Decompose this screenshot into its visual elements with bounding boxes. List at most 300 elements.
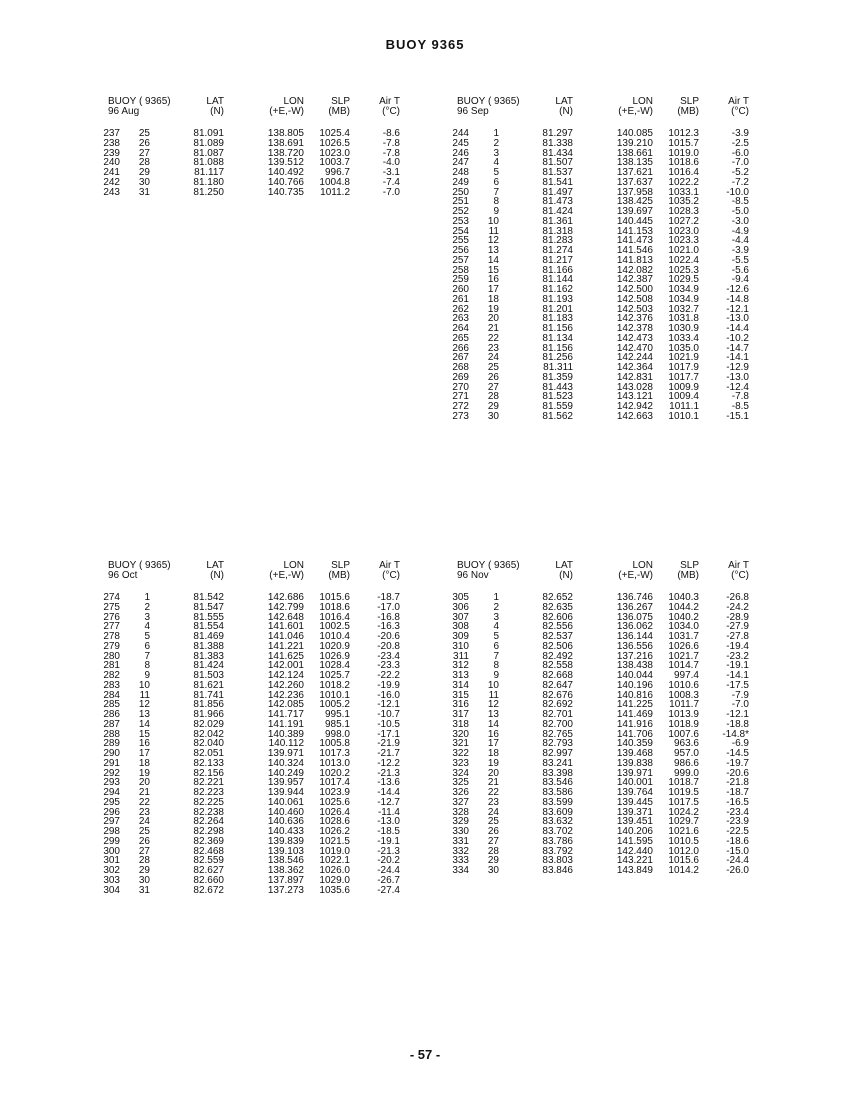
- slp-header: SLP: [680, 560, 699, 571]
- day-of-month: 28: [487, 391, 499, 403]
- lon-unit: (+E,-W): [618, 106, 653, 117]
- julian-day: 244: [452, 128, 469, 139]
- day-of-month: 7: [493, 186, 499, 198]
- day-of-month: 22: [487, 787, 499, 798]
- julian-day: 251: [452, 196, 469, 208]
- air-temperature: -9.4: [731, 274, 749, 286]
- sea-level-pressure: 1016.4: [319, 611, 350, 623]
- air-temperature: -3.9: [731, 245, 749, 256]
- longitude: 138.546: [267, 855, 304, 867]
- latitude: 81.497: [542, 186, 573, 198]
- julian-day: 272: [452, 401, 469, 412]
- slp-unit: (MB): [328, 570, 350, 581]
- air-temperature: -15.0: [726, 845, 749, 857]
- day-of-month: 5: [144, 631, 150, 642]
- longitude: 138.691: [267, 137, 304, 149]
- day-of-month: 13: [487, 245, 499, 256]
- julian-day: 260: [452, 284, 469, 295]
- longitude: 136.267: [616, 601, 653, 613]
- buoy-label: BUOY ( 9365): [457, 560, 520, 571]
- day-of-month: 5: [493, 167, 499, 178]
- julian-day: 308: [452, 621, 469, 633]
- day-of-month: 30: [138, 176, 150, 188]
- longitude: 139.468: [616, 748, 653, 759]
- latitude: 83.546: [542, 777, 573, 789]
- sea-level-pressure: 1017.9: [668, 362, 699, 373]
- latitude: 81.193: [542, 293, 573, 305]
- sea-level-pressure: 1021.6: [668, 826, 699, 837]
- latitude: 82.468: [193, 845, 224, 857]
- longitude: 140.249: [267, 767, 304, 779]
- longitude: 140.196: [616, 679, 653, 691]
- air-temperature: -3.0: [731, 215, 749, 227]
- longitude: 140.001: [616, 777, 653, 789]
- latitude: 81.311: [543, 362, 573, 373]
- sea-level-pressure: 1028.4: [319, 660, 350, 672]
- latitude: 83.702: [542, 826, 573, 837]
- day-of-month: 9: [493, 670, 499, 681]
- day-of-month: 11: [488, 225, 499, 237]
- latitude: 81.338: [542, 137, 573, 149]
- longitude: 143.849: [616, 865, 653, 876]
- longitude: 139.451: [616, 816, 653, 828]
- latitude: 81.507: [542, 157, 573, 169]
- day-of-month: 1: [493, 592, 499, 603]
- sea-level-pressure: 1030.9: [668, 323, 699, 334]
- sea-level-pressure: 1005.8: [319, 738, 350, 750]
- longitude: 138.425: [616, 196, 653, 208]
- longitude: 142.831: [616, 371, 653, 383]
- sea-level-pressure: 1035.0: [668, 342, 699, 354]
- sea-level-pressure: 1029.7: [668, 816, 699, 828]
- day-of-month: 12: [138, 699, 150, 711]
- latitude: 81.537: [542, 167, 573, 178]
- air-temperature: -7.8: [382, 137, 400, 149]
- julian-day: 323: [452, 757, 469, 769]
- day-of-month: 2: [493, 601, 499, 613]
- sea-level-pressure: 1012.3: [668, 128, 699, 139]
- longitude: 140.206: [616, 826, 653, 837]
- sea-level-pressure: 1026.9: [319, 650, 350, 662]
- julian-day: 322: [452, 748, 469, 759]
- sea-level-pressure: 1018.6: [668, 157, 699, 169]
- air-temperature: -13.0: [726, 313, 749, 325]
- julian-day: 311: [453, 650, 469, 662]
- air-temperature: -4.4: [731, 235, 749, 247]
- longitude: 140.433: [267, 826, 304, 837]
- sea-level-pressure: 1040.3: [668, 592, 699, 603]
- air-temperature: -24.2: [726, 601, 749, 613]
- longitude: 140.460: [267, 806, 304, 818]
- day-of-month: 19: [487, 303, 499, 315]
- air-temperature: -16.8: [377, 611, 400, 623]
- latitude: 81.180: [193, 176, 224, 188]
- latitude: 83.792: [542, 845, 573, 857]
- air-temperature: -5.2: [731, 167, 749, 178]
- longitude: 140.112: [268, 738, 304, 750]
- julian-day: 266: [452, 342, 469, 354]
- day-of-month: 14: [487, 718, 499, 730]
- air-temperature: -12.9: [726, 362, 749, 373]
- sea-level-pressure: 995.1: [324, 709, 350, 720]
- air-temperature: -3.9: [731, 128, 749, 139]
- sea-level-pressure: 1033.4: [668, 332, 699, 344]
- air-temperature: -11.4: [377, 806, 400, 818]
- sea-level-pressure: 1010.1: [668, 410, 699, 422]
- latitude: 82.133: [193, 757, 224, 769]
- longitude: 142.376: [616, 313, 653, 325]
- sea-level-pressure: 1009.9: [668, 381, 699, 393]
- latitude: 82.556: [542, 621, 573, 633]
- air-temperature: -27.8: [726, 631, 749, 642]
- julian-day: 320: [452, 728, 469, 740]
- julian-day: 309: [452, 631, 469, 642]
- sea-level-pressure: 1029.5: [668, 274, 699, 286]
- julian-day: 304: [103, 884, 120, 896]
- sea-level-pressure: 1022.1: [319, 855, 350, 867]
- julian-day: 270: [452, 381, 469, 393]
- latitude: 81.166: [542, 264, 573, 276]
- lon-header: LON: [632, 96, 653, 107]
- longitude: 140.061: [267, 796, 304, 808]
- longitude: 136.075: [616, 611, 653, 623]
- air-temperature: -26.7: [377, 874, 400, 886]
- day-of-month: 10: [487, 215, 499, 227]
- sea-level-pressure: 1009.4: [668, 391, 699, 403]
- air-temperature: -12.1: [726, 303, 749, 315]
- latitude: 81.361: [542, 215, 573, 227]
- lon-unit: (+E,-W): [618, 570, 653, 581]
- day-of-month: 8: [144, 660, 150, 672]
- longitude: 142.799: [267, 601, 304, 613]
- longitude: 142.663: [616, 410, 653, 422]
- air-temperature: -26.0: [726, 865, 749, 876]
- air-temperature: -8.5: [731, 401, 749, 412]
- sea-level-pressure: 1020.2: [319, 767, 350, 779]
- air-temperature: -16.3: [377, 621, 400, 633]
- latitude: 82.506: [542, 640, 573, 652]
- air-temperature: -19.7: [726, 757, 749, 769]
- sea-level-pressure: 1040.2: [668, 611, 699, 623]
- julian-day: 326: [452, 787, 469, 798]
- air-temperature: -12.6: [726, 284, 749, 295]
- sea-level-pressure: 1028.6: [319, 816, 350, 828]
- longitude: 139.697: [616, 206, 653, 217]
- month-label: 96 Oct: [108, 570, 138, 581]
- sea-level-pressure: 1016.4: [668, 167, 699, 178]
- longitude: 138.805: [267, 128, 304, 139]
- sea-level-pressure: 1015.6: [319, 592, 350, 603]
- longitude: 139.371: [616, 806, 653, 818]
- day-of-month: 6: [144, 640, 150, 652]
- latitude: 82.559: [193, 855, 224, 867]
- latitude: 81.134: [542, 332, 573, 344]
- buoy-label: BUOY ( 9365): [108, 96, 171, 107]
- day-of-month: 18: [487, 293, 499, 305]
- sea-level-pressure: 957.0: [673, 748, 699, 759]
- longitude: 141.706: [616, 728, 653, 740]
- sea-level-pressure: 998.0: [324, 728, 350, 740]
- air-temperature: -17.5: [726, 679, 749, 691]
- latitude: 81.283: [542, 235, 573, 247]
- sea-level-pressure: 1025.6: [319, 796, 350, 808]
- latitude: 82.156: [193, 767, 224, 779]
- sea-level-pressure: 1022.4: [668, 254, 699, 266]
- sea-level-pressure: 1017.3: [319, 748, 350, 759]
- sea-level-pressure: 1015.7: [668, 137, 699, 149]
- longitude: 140.492: [267, 167, 304, 178]
- sea-level-pressure: 1013.9: [668, 709, 699, 720]
- julian-day: 310: [452, 640, 469, 652]
- longitude: 140.636: [267, 816, 304, 828]
- day-of-month: 15: [487, 264, 499, 276]
- month-label: 96 Aug: [108, 106, 140, 117]
- julian-day: 303: [103, 874, 120, 886]
- sea-level-pressure: 1018.2: [319, 679, 350, 691]
- latitude: 81.256: [542, 352, 573, 364]
- longitude: 142.378: [616, 323, 653, 334]
- day-of-month: 27: [138, 845, 150, 857]
- julian-day: 276: [103, 611, 120, 623]
- air-temperature: -7.0: [731, 157, 749, 169]
- sea-level-pressure: 1026.4: [319, 806, 350, 818]
- air-temp-header: Air T: [728, 96, 749, 107]
- air-temperature: -17.1: [377, 728, 400, 740]
- air-temperature: -6.9: [731, 738, 749, 750]
- sea-level-pressure: 1017.7: [668, 371, 699, 383]
- latitude: 81.156: [542, 323, 573, 334]
- sea-level-pressure: 1018.7: [668, 777, 699, 789]
- slp-unit: (MB): [328, 106, 350, 117]
- longitude: 142.503: [616, 303, 653, 315]
- sea-level-pressure: 1025.3: [668, 264, 699, 276]
- air-temperature: -19.1: [377, 835, 400, 847]
- longitude: 136.556: [616, 640, 653, 652]
- air-temperature: -5.0: [731, 206, 749, 217]
- air-temperature: -13.0: [377, 816, 400, 828]
- julian-day: 321: [452, 738, 469, 750]
- day-of-month: 14: [487, 254, 499, 266]
- day-of-month: 7: [144, 650, 150, 662]
- julian-day: 334: [452, 865, 469, 876]
- day-of-month: 30: [138, 874, 150, 886]
- day-of-month: 1: [144, 592, 150, 603]
- julian-day: 330: [452, 826, 469, 837]
- air-temperature: -10.5: [377, 718, 400, 730]
- air-temperature: -3.1: [382, 167, 400, 178]
- sea-level-pressure: 1014.2: [668, 865, 699, 876]
- julian-day: 268: [452, 362, 469, 373]
- sea-level-pressure: 1010.5: [668, 835, 699, 847]
- julian-day: 265: [452, 332, 469, 344]
- latitude: 81.469: [193, 631, 224, 642]
- day-of-month: 28: [138, 157, 150, 169]
- latitude: 81.388: [193, 640, 224, 652]
- longitude: 139.957: [267, 777, 304, 789]
- air-temperature: -5.5: [731, 254, 749, 266]
- lat-header: LAT: [555, 96, 573, 107]
- latitude: 81.318: [542, 225, 573, 237]
- day-of-month: 10: [138, 679, 150, 691]
- latitude: 81.359: [542, 371, 573, 383]
- latitude: 81.443: [542, 381, 573, 393]
- air-temperature: -14.1: [726, 352, 749, 364]
- longitude: 141.473: [616, 235, 653, 247]
- lat-unit: (N): [210, 570, 224, 581]
- air-temp-unit: (°C): [382, 570, 400, 581]
- latitude: 82.264: [193, 816, 224, 828]
- longitude: 139.971: [616, 767, 653, 779]
- day-of-month: 22: [487, 332, 499, 344]
- lat-unit: (N): [210, 106, 224, 117]
- day-of-month: 31: [138, 186, 150, 198]
- day-of-month: 26: [487, 826, 499, 837]
- sea-level-pressure: 997.4: [673, 670, 699, 681]
- air-temperature: -23.4: [726, 806, 749, 818]
- sea-level-pressure: 1010.4: [319, 631, 350, 642]
- latitude: 81.554: [193, 621, 224, 633]
- longitude: 139.512: [267, 157, 304, 169]
- sea-level-pressure: 1027.2: [668, 215, 699, 227]
- julian-day: 307: [452, 611, 469, 623]
- air-temperature: -10.2: [726, 332, 749, 344]
- day-of-month: 23: [138, 806, 150, 818]
- sea-level-pressure: 1011.1: [669, 401, 699, 412]
- sea-level-pressure: 963.6: [673, 738, 699, 750]
- latitude: 82.606: [542, 611, 573, 623]
- air-temperature: -18.5: [377, 826, 400, 837]
- lon-header: LON: [283, 560, 304, 571]
- julian-day: 275: [103, 601, 120, 613]
- air-temperature: -8.6: [382, 128, 400, 139]
- day-of-month: 4: [493, 157, 499, 169]
- julian-day: 305: [452, 592, 469, 603]
- air-temperature: -14.1: [726, 670, 749, 681]
- day-of-month: 22: [138, 796, 150, 808]
- sea-level-pressure: 1005.2: [319, 699, 350, 711]
- julian-day: 287: [103, 718, 120, 730]
- latitude: 82.040: [193, 738, 224, 750]
- air-temperature: -18.7: [377, 592, 400, 603]
- latitude: 81.089: [193, 137, 224, 149]
- longitude: 140.324: [267, 757, 304, 769]
- sea-level-pressure: 1034.9: [668, 284, 699, 295]
- longitude: 142.082: [616, 264, 653, 276]
- sea-level-pressure: 1044.2: [668, 601, 699, 613]
- sea-level-pressure: 996.7: [324, 167, 350, 178]
- julian-day: 306: [452, 601, 469, 613]
- longitude: 139.103: [267, 845, 304, 857]
- air-temperature: -14.4: [726, 323, 749, 334]
- julian-day: 283: [103, 679, 120, 691]
- julian-day: 301: [103, 855, 120, 867]
- latitude: 82.668: [542, 670, 573, 681]
- julian-day: 250: [452, 186, 469, 198]
- latitude: 83.803: [542, 855, 573, 867]
- longitude: 142.001: [267, 660, 304, 672]
- longitude: 142.648: [267, 611, 304, 623]
- sea-level-pressure: 1033.1: [668, 186, 699, 198]
- longitude: 142.124: [267, 670, 304, 681]
- longitude: 137.637: [616, 176, 653, 188]
- day-of-month: 7: [493, 650, 499, 662]
- air-temperature: -7.9: [731, 689, 749, 701]
- day-of-month: 26: [138, 137, 150, 149]
- sea-level-pressure: 1018.9: [668, 718, 699, 730]
- latitude: 81.555: [193, 611, 224, 623]
- julian-day: 280: [103, 650, 120, 662]
- day-of-month: 8: [493, 660, 499, 672]
- julian-day: 298: [103, 826, 120, 837]
- julian-day: 317: [452, 709, 469, 720]
- latitude: 81.562: [542, 410, 573, 422]
- air-temperature: -20.6: [377, 631, 400, 642]
- air-temperature: -16.5: [726, 796, 749, 808]
- julian-day: 312: [452, 660, 469, 672]
- air-temperature: -12.2: [377, 757, 400, 769]
- julian-day: 286: [103, 709, 120, 720]
- longitude: 141.191: [267, 718, 304, 730]
- longitude: 142.244: [616, 352, 653, 364]
- longitude: 137.897: [267, 874, 304, 886]
- air-temperature: -14.8*: [722, 728, 749, 740]
- latitude: 82.652: [542, 592, 573, 603]
- latitude: 82.051: [193, 748, 224, 759]
- longitude: 141.221: [267, 640, 304, 652]
- longitude: 143.028: [616, 381, 653, 393]
- longitude: 140.044: [616, 670, 653, 681]
- sea-level-pressure: 1031.7: [668, 631, 699, 642]
- longitude: 141.813: [616, 254, 653, 266]
- air-temperature: -20.2: [377, 855, 400, 867]
- slp-unit: (MB): [677, 106, 699, 117]
- latitude: 81.424: [193, 660, 224, 672]
- longitude: 142.473: [616, 332, 653, 344]
- julian-day: 254: [452, 225, 469, 237]
- julian-day: 242: [103, 176, 120, 188]
- julian-day: 238: [103, 137, 120, 149]
- air-temperature: -23.9: [726, 816, 749, 828]
- latitude: 81.542: [193, 592, 224, 603]
- sea-level-pressure: 1023.9: [319, 787, 350, 798]
- day-of-month: 26: [487, 371, 499, 383]
- julian-day: 285: [103, 699, 120, 711]
- air-temperature: -21.7: [377, 748, 400, 759]
- day-of-month: 19: [487, 757, 499, 769]
- latitude: 81.541: [542, 176, 573, 188]
- lon-header: LON: [283, 96, 304, 107]
- sea-level-pressure: 1031.8: [668, 313, 699, 325]
- latitude: 83.398: [542, 767, 573, 779]
- longitude: 142.236: [267, 689, 304, 701]
- air-temperature: -22.5: [726, 826, 749, 837]
- sea-level-pressure: 1020.9: [319, 640, 350, 652]
- buoy-label: BUOY ( 9365): [457, 96, 520, 107]
- longitude: 139.971: [267, 748, 304, 759]
- latitude: 81.217: [542, 254, 573, 266]
- longitude: 136.144: [616, 631, 653, 642]
- latitude: 83.586: [542, 787, 573, 798]
- julian-day: 333: [452, 855, 469, 867]
- air-temperature: -6.0: [731, 147, 749, 159]
- latitude: 82.238: [193, 806, 224, 818]
- air-temperature: -14.7: [726, 342, 749, 354]
- day-of-month: 11: [139, 689, 150, 701]
- day-of-month: 9: [144, 670, 150, 681]
- day-of-month: 4: [493, 621, 499, 633]
- day-of-month: 16: [487, 274, 499, 286]
- sea-level-pressure: 1003.7: [319, 157, 350, 169]
